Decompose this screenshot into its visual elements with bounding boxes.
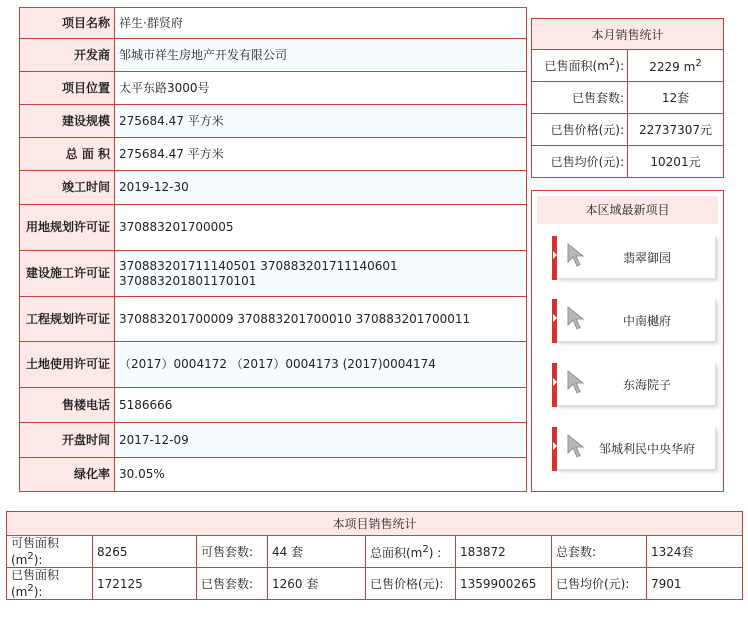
project-card xyxy=(557,236,716,279)
new-project-item[interactable] xyxy=(552,427,717,471)
info-row-land-permit xyxy=(20,205,527,251)
info-label: 售楼电话 xyxy=(20,388,115,423)
info-label: 开盘时间 xyxy=(20,423,115,458)
info-value: 275684.47 平方米 xyxy=(115,105,527,138)
total-units-label: 总套数: xyxy=(552,536,647,568)
info-value: 太平东路3000号 xyxy=(115,72,527,105)
project-name: 邹城利民中央华府 xyxy=(598,442,695,456)
info-label: 总 面 积 xyxy=(20,138,115,171)
info-label: 建设施工许可证 xyxy=(20,251,115,297)
info-row-land-use-permit xyxy=(20,342,527,388)
info-value: 370883201711140501 370883201711140601 370883201801170101 xyxy=(115,251,527,297)
info-value: 370883201700005 xyxy=(115,205,527,251)
sold-area-label: 已售面积$(m^2)$: xyxy=(7,568,93,600)
info-value: 邹城市祥生房地产开发有限公司 xyxy=(115,39,527,72)
info-label: 建设规模 xyxy=(20,105,115,138)
sold-units-value: 1260 套 xyxy=(268,568,366,600)
info-row-name xyxy=(20,8,527,39)
avail-units-label: 可售套数: xyxy=(197,536,268,568)
sold-avg-value: 7901 xyxy=(647,568,743,600)
monthly-avg-price-label: 已售均价(元): xyxy=(532,146,628,178)
project-card xyxy=(557,427,716,470)
total-units-value: 1324套 xyxy=(647,536,743,568)
info-value: 275684.47 平方米 xyxy=(115,138,527,171)
info-value: （2017）0004172 （2017）0004173 (2017)0004174 xyxy=(115,342,527,388)
info-row-phone xyxy=(20,388,527,423)
sold-avg-label: 已售均价(元): xyxy=(552,568,647,600)
monthly-sales-table xyxy=(531,18,724,178)
info-row-engineering-permit xyxy=(20,297,527,342)
info-value: 祥生·群贤府 xyxy=(115,8,527,39)
new-project-item[interactable] xyxy=(552,236,717,280)
info-label: 土地使用许可证 xyxy=(20,342,115,388)
project-sales-table xyxy=(6,511,743,600)
sold-units-label: 已售套数: xyxy=(197,568,268,600)
avail-area-label: 可售面积$(m^2)$: xyxy=(7,536,93,568)
new-projects-title: 本区域最新项目 xyxy=(537,196,718,224)
info-row-developer xyxy=(20,39,527,72)
total-area-label: 总面积$(m^2)$ : xyxy=(366,536,456,568)
info-row-location xyxy=(20,72,527,105)
info-row-completion xyxy=(20,171,527,205)
monthly-sold-units-label: 已售套数: xyxy=(532,82,628,114)
info-row-opening xyxy=(20,423,527,458)
info-row-scale xyxy=(20,105,527,138)
info-label: 项目位置 xyxy=(20,72,115,105)
info-value: 5186666 xyxy=(115,388,527,423)
monthly-sold-units-value: 12套 xyxy=(628,82,724,114)
project-name: 翡翠御园 xyxy=(622,251,671,265)
info-value: 370883201700009 370883201700010 370883201700011 xyxy=(115,297,527,342)
new-project-item[interactable] xyxy=(552,363,717,407)
avail-area-value: 8265 xyxy=(93,536,197,568)
info-row-total-area xyxy=(20,138,527,171)
info-label: 竣工时间 xyxy=(20,171,115,205)
monthly-title: 本月销售统计 xyxy=(532,19,724,50)
avail-units-value: 44 套 xyxy=(268,536,366,568)
info-row-construction-permit xyxy=(20,251,527,297)
monthly-sold-area-value: 2229 $m^2$ xyxy=(628,50,724,82)
info-value: 30.05% xyxy=(115,458,527,492)
info-value: 2017-12-09 xyxy=(115,423,527,458)
sold-price-label: 已售价格(元): xyxy=(366,568,456,600)
info-label: 用地规划许可证 xyxy=(20,205,115,251)
project-stats-title: 本项目销售统计 xyxy=(7,512,743,536)
monthly-sold-area-label: 已售面积$(m^2)$: xyxy=(532,50,628,82)
monthly-sold-price-label: 已售价格(元): xyxy=(532,114,628,146)
monthly-sold-price-value: 22737307元 xyxy=(628,114,724,146)
total-area-value: 183872 xyxy=(456,536,552,568)
info-label: 项目名称 xyxy=(20,8,115,39)
sold-price-value: 1359900265 xyxy=(456,568,552,600)
project-info-table xyxy=(19,7,527,492)
sold-area-value: 172125 xyxy=(93,568,197,600)
info-label: 开发商 xyxy=(20,39,115,72)
project-card xyxy=(557,299,716,342)
project-name: 东海院子 xyxy=(622,378,671,392)
info-row-green-rate xyxy=(20,458,527,492)
new-project-item[interactable] xyxy=(552,299,717,343)
info-label: 绿化率 xyxy=(20,458,115,492)
info-value: 2019-12-30 xyxy=(115,171,527,205)
project-card xyxy=(557,363,716,406)
project-name: 中南樾府 xyxy=(622,314,671,328)
regional-new-projects-panel xyxy=(531,190,724,492)
info-label: 工程规划许可证 xyxy=(20,297,115,342)
monthly-avg-price-value: 10201元 xyxy=(628,146,724,178)
